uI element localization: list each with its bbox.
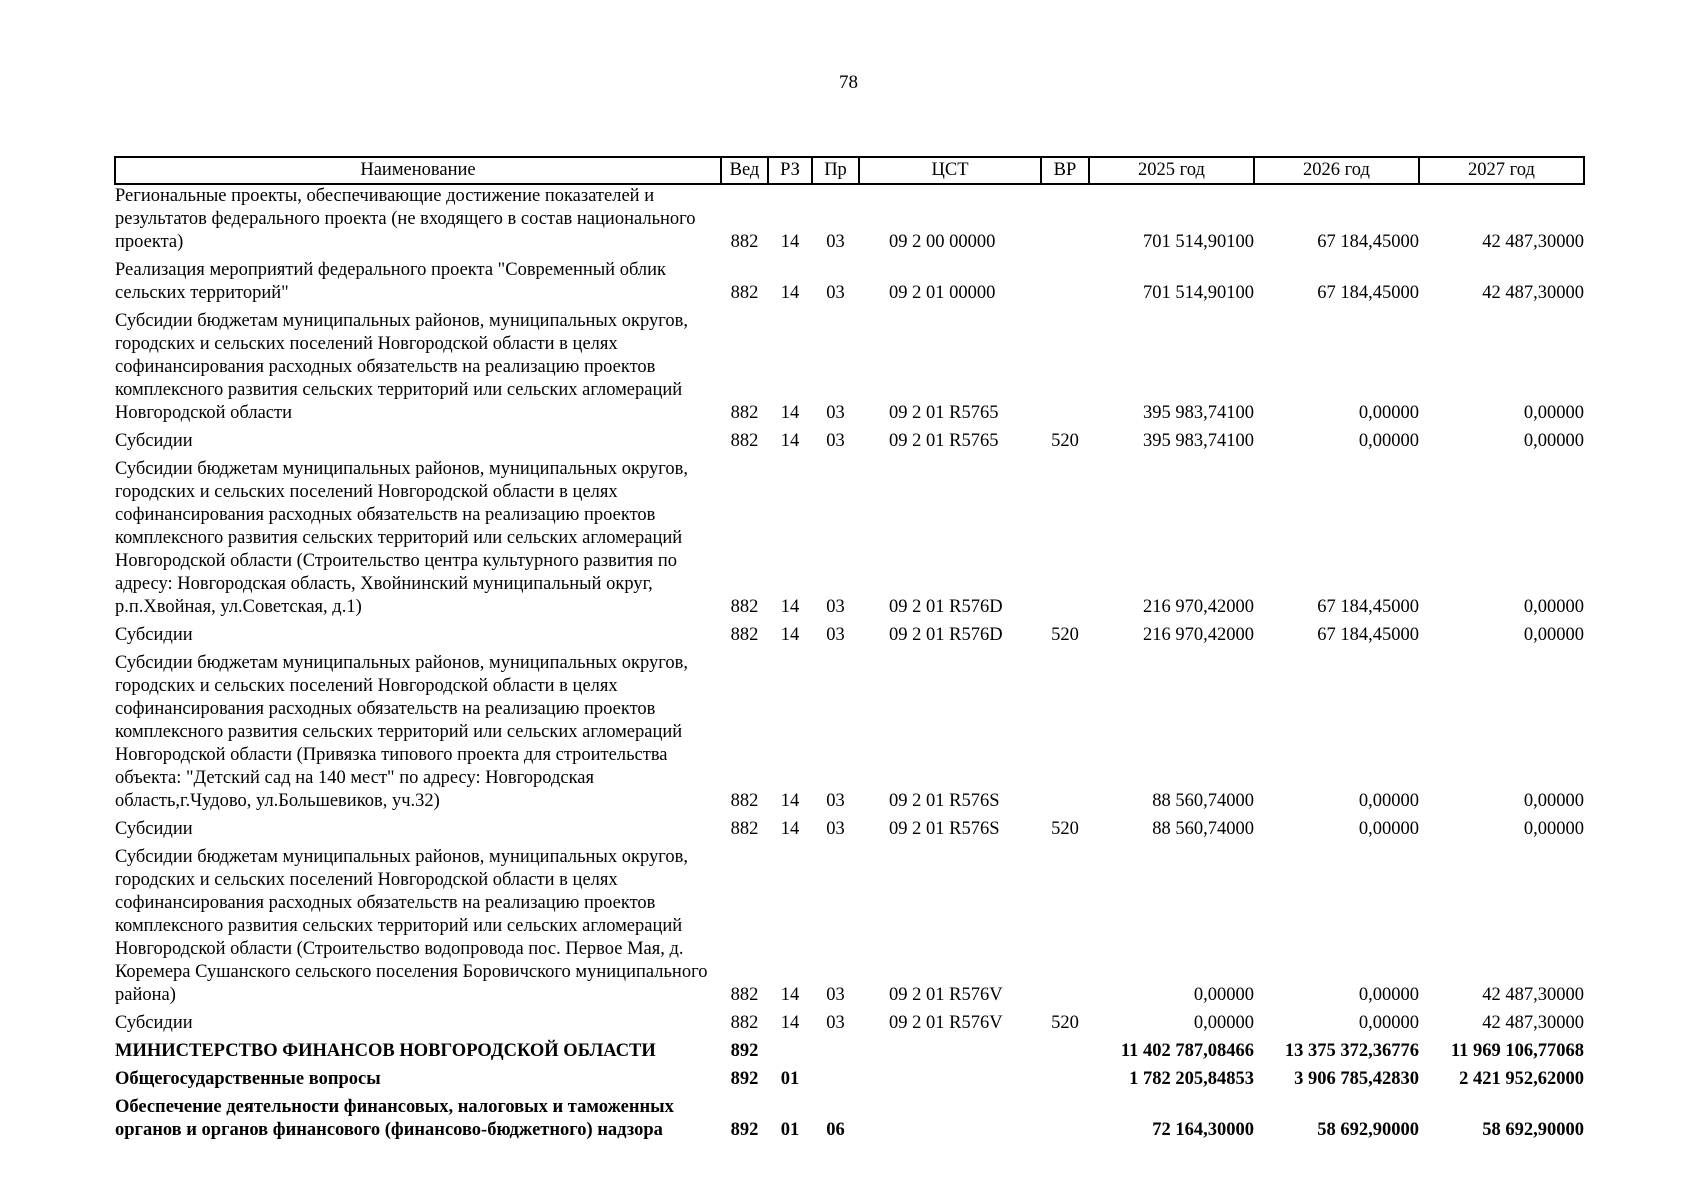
cell-2027: 0,00000 <box>1523 625 1584 645</box>
cell-ved: 882 <box>730 597 759 617</box>
cell-vr <box>1041 184 1089 259</box>
cell-2027: 0,00000 <box>1523 791 1584 811</box>
cell-vr <box>1041 1040 1089 1068</box>
cell-2027: 11 969 106,77068 <box>1450 1041 1584 1061</box>
cell-vr <box>1041 1068 1089 1096</box>
cell-cst: 09 2 01 R576D <box>889 625 1003 645</box>
cell-2025: 0,00000 <box>1193 1013 1254 1033</box>
cell-pr: 03 <box>826 232 845 252</box>
cell-2025: 88 560,74000 <box>1152 791 1254 811</box>
cell-vr <box>1041 1096 1089 1147</box>
cell-name: МИНИСТЕРСТВО ФИНАНСОВ НОВГОРОДСКОЙ ОБЛАСТИ <box>115 1041 656 1061</box>
cell-ved: 892 <box>730 1120 759 1140</box>
cell-2025: 216 970,42000 <box>1143 625 1254 645</box>
cell-2026: 67 184,45000 <box>1317 597 1419 617</box>
table-row <box>115 184 1584 259</box>
cell-vr: 520 <box>1051 819 1079 839</box>
header-name: Наименование <box>115 157 721 184</box>
cell-2027: 42 487,30000 <box>1482 1013 1584 1033</box>
cell-2025: 395 983,74100 <box>1143 403 1254 423</box>
cell-pr <box>812 1068 859 1096</box>
cell-vr <box>1041 259 1089 310</box>
cell-rz: 14 <box>780 283 800 303</box>
cell-rz: 14 <box>780 791 800 811</box>
cell-cst: 09 2 01 R576S <box>889 819 1000 839</box>
cell-cst <box>859 1068 1041 1096</box>
cell-2026: 67 184,45000 <box>1317 232 1419 252</box>
cell-vr: 520 <box>1051 625 1079 645</box>
cell-pr: 03 <box>826 283 845 303</box>
cell-name: Региональные проекты, обеспечивающие достижение показателей и результатов федерального проекта (не входящего в состав национального проекта) <box>115 186 696 252</box>
cell-pr: 03 <box>826 791 845 811</box>
cell-pr: 03 <box>826 597 845 617</box>
table-row <box>115 430 1584 458</box>
cell-2025: 216 970,42000 <box>1143 597 1254 617</box>
cell-2026: 13 375 372,36776 <box>1284 1041 1419 1061</box>
table-row <box>115 1068 1584 1096</box>
cell-2026: 0,00000 <box>1358 431 1419 451</box>
table-row <box>115 1012 1584 1040</box>
cell-rz: 14 <box>780 625 800 645</box>
cell-pr: 03 <box>826 431 845 451</box>
cell-name: Реализация мероприятий федерального проекта "Современный облик сельских территорий" <box>115 260 667 303</box>
cell-rz <box>768 1040 812 1068</box>
cell-ved: 892 <box>730 1041 759 1061</box>
cell-2025: 88 560,74000 <box>1152 819 1254 839</box>
cell-2026: 0,00000 <box>1358 1013 1419 1033</box>
cell-2025: 701 514,90100 <box>1143 232 1254 252</box>
cell-rz: 14 <box>780 1013 800 1033</box>
cell-2026: 0,00000 <box>1358 985 1419 1005</box>
cell-vr <box>1041 310 1089 430</box>
cell-pr: 03 <box>826 403 845 423</box>
cell-ved: 882 <box>730 819 759 839</box>
cell-name: Субсидии бюджетам муниципальных районов, муниципальных округов, городских и сельских поселений Новгородской области в целях софинансирования расходных обязательств на реализацию проектов комплексного развития сельских территорий или сельских агломераций Новгородской области (Строительство водопровода пос. Первое Мая, д. Коремера Сушанского сельского поселения Боровичского муниципального района) <box>115 847 708 1005</box>
cell-2025: 11 402 787,08466 <box>1120 1041 1254 1061</box>
cell-cst: 09 2 01 R5765 <box>889 403 999 423</box>
cell-vr: 520 <box>1051 1013 1079 1033</box>
cell-2027: 58 692,90000 <box>1482 1120 1584 1140</box>
cell-ved: 882 <box>730 283 759 303</box>
cell-ved: 882 <box>730 232 759 252</box>
cell-2027: 0,00000 <box>1523 403 1584 423</box>
cell-vr: 520 <box>1051 431 1079 451</box>
cell-cst: 09 2 00 00000 <box>889 232 996 252</box>
cell-ved: 882 <box>730 985 759 1005</box>
cell-2027: 2 421 952,62000 <box>1459 1069 1584 1089</box>
cell-cst: 09 2 01 R5765 <box>889 431 999 451</box>
table-row <box>115 846 1584 1012</box>
cell-pr: 03 <box>826 819 845 839</box>
header-rz: РЗ <box>768 157 812 184</box>
cell-name: Субсидии <box>115 625 193 645</box>
cell-2027: 42 487,30000 <box>1482 232 1584 252</box>
header-2026: 2026 год <box>1254 157 1419 184</box>
cell-name: Субсидии <box>115 819 193 839</box>
cell-2026: 0,00000 <box>1358 819 1419 839</box>
header-cst: ЦСТ <box>859 157 1041 184</box>
cell-ved: 882 <box>730 791 759 811</box>
budget-table <box>114 156 1585 1147</box>
cell-2026: 58 692,90000 <box>1317 1120 1419 1140</box>
cell-ved: 882 <box>730 403 759 423</box>
cell-name: Субсидии бюджетам муниципальных районов, муниципальных округов, городских и сельских поселений Новгородской области в целях софинансирования расходных обязательств на реализацию проектов комплексного развития сельских территорий или сельских агломераций Новгородской области (Привязка типового проекта для строительства объекта: "Детский сад на 140 мест" по адресу: Новгородская область,г.Чудово, ул.Большевиков, уч.32) <box>115 653 688 811</box>
cell-name: Общегосударственные вопросы <box>115 1069 381 1089</box>
cell-2027: 0,00000 <box>1523 431 1584 451</box>
cell-2027: 0,00000 <box>1523 819 1584 839</box>
cell-cst: 09 2 01 R576D <box>889 597 1003 617</box>
cell-rz: 14 <box>780 597 800 617</box>
cell-2025: 72 164,30000 <box>1152 1120 1254 1140</box>
cell-rz: 14 <box>780 985 800 1005</box>
header-ved: Вед <box>721 157 768 184</box>
cell-rz: 14 <box>780 232 800 252</box>
cell-rz: 01 <box>780 1069 800 1089</box>
cell-2026: 3 906 785,42830 <box>1294 1069 1419 1089</box>
cell-2026: 67 184,45000 <box>1317 625 1419 645</box>
table-body <box>115 184 1584 1147</box>
table-row <box>115 624 1584 652</box>
cell-vr <box>1041 652 1089 818</box>
cell-cst <box>859 1096 1041 1147</box>
table-row <box>115 259 1584 310</box>
header-vr: ВР <box>1041 157 1089 184</box>
cell-name: Субсидии <box>115 431 193 451</box>
cell-ved: 882 <box>730 1013 759 1033</box>
cell-cst: 09 2 01 R576S <box>889 791 1000 811</box>
cell-pr: 03 <box>826 985 845 1005</box>
page-number: 78 <box>839 72 858 93</box>
cell-vr <box>1041 846 1089 1012</box>
cell-name: Обеспечение деятельности финансовых, налоговых и таможенных органов и органов финансового (финансово-бюджетного) надзора <box>115 1097 674 1140</box>
cell-rz: 14 <box>780 431 800 451</box>
table-row <box>115 310 1584 430</box>
cell-cst <box>859 1040 1041 1068</box>
cell-pr: 03 <box>826 625 845 645</box>
cell-2026: 67 184,45000 <box>1317 283 1419 303</box>
cell-ved: 892 <box>730 1069 759 1089</box>
cell-vr <box>1041 458 1089 624</box>
table-row <box>115 818 1584 846</box>
cell-name: Субсидии бюджетам муниципальных районов, муниципальных округов, городских и сельских поселений Новгородской области в целях софинансирования расходных обязательств на реализацию проектов комплексного развития сельских территорий или сельских агломераций Новгородской области (Строительство центра культурного развития по адресу: Новгородская область, Хвойнинский муниципальный округ, р.п.Хвойная, ул.Советская, д.1) <box>115 459 688 617</box>
cell-ved: 882 <box>730 625 759 645</box>
cell-2025: 1 782 205,84853 <box>1129 1069 1254 1089</box>
cell-2026: 0,00000 <box>1358 403 1419 423</box>
cell-rz: 14 <box>780 403 800 423</box>
cell-pr <box>812 1040 859 1068</box>
cell-2026: 0,00000 <box>1358 791 1419 811</box>
cell-2025: 701 514,90100 <box>1143 283 1254 303</box>
table-row <box>115 652 1584 818</box>
table-header <box>115 157 1584 184</box>
header-2027: 2027 год <box>1419 157 1584 184</box>
cell-name: Субсидии <box>115 1013 193 1033</box>
cell-rz: 01 <box>780 1120 800 1140</box>
cell-cst: 09 2 01 R576V <box>889 1013 1003 1033</box>
cell-cst: 09 2 01 R576V <box>889 985 1003 1005</box>
cell-2027: 0,00000 <box>1523 597 1584 617</box>
cell-name: Субсидии бюджетам муниципальных районов, муниципальных округов, городских и сельских поселений Новгородской области в целях софинансирования расходных обязательств на реализацию проектов комплексного развития сельских территорий или сельских агломераций Новгородской области <box>115 311 688 423</box>
table-row <box>115 458 1584 624</box>
cell-2027: 42 487,30000 <box>1482 283 1584 303</box>
cell-rz: 14 <box>780 819 800 839</box>
header-pr: Пр <box>812 157 859 184</box>
cell-2025: 0,00000 <box>1193 985 1254 1005</box>
cell-pr: 06 <box>826 1120 845 1140</box>
cell-pr: 03 <box>826 1013 845 1033</box>
cell-cst: 09 2 01 00000 <box>889 283 996 303</box>
cell-2027: 42 487,30000 <box>1482 985 1584 1005</box>
table-row <box>115 1040 1584 1068</box>
table-row <box>115 1096 1584 1147</box>
cell-2025: 395 983,74100 <box>1143 431 1254 451</box>
header-2025: 2025 год <box>1089 157 1254 184</box>
cell-ved: 882 <box>730 431 759 451</box>
